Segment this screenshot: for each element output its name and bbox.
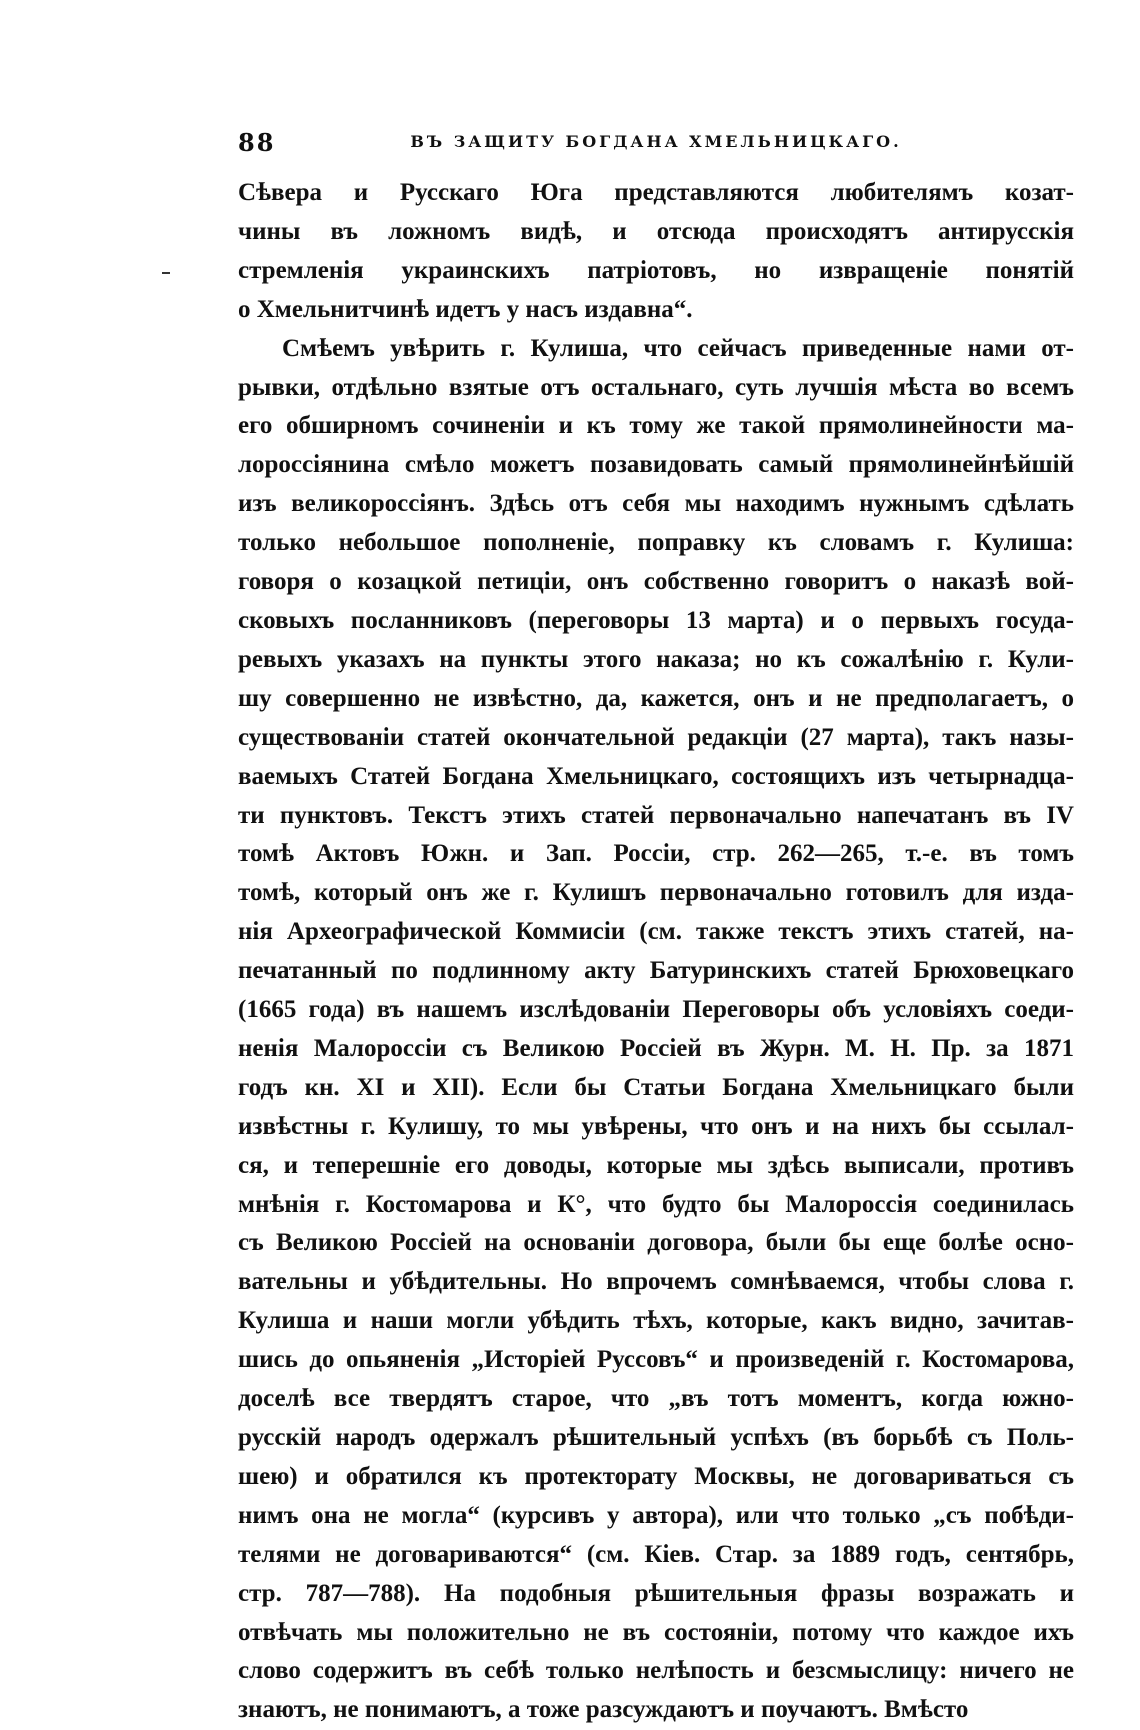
text-line: ти пунктовъ. Текстъ этихъ статей первоначально напечатанъ въ IV — [238, 801, 1074, 829]
text-line: ся, и теперешніе его доводы, которые мы здѣсь выписали, противъ — [238, 1151, 1074, 1179]
text-line: ненія Малороссіи съ Великою Россіей въ Журн. М. Н. Пр. за 1871 — [238, 1034, 1074, 1062]
text-line: нія Археографической Коммисіи (см. также текстъ этихъ статей, на- — [238, 918, 1074, 946]
text-line: Кулиша и наши могли убѣдить тѣхъ, которые, какъ видно, зачитав- — [238, 1307, 1074, 1335]
text-line: существованіи статей окончательной редакціи (27 марта), такъ назы- — [238, 723, 1074, 751]
text-line: Смѣемъ увѣрить г. Кулиша, что сейчасъ приведенные нами от- — [282, 334, 1074, 362]
margin-dash-mark — [162, 272, 170, 274]
text-line: только небольшое пополненіе, поправку къ словамъ г. Кулиша: — [238, 529, 1074, 557]
text-line: стремленія украинскихъ патріотовъ, но извращеніе понятій — [238, 256, 1074, 284]
page-number: 88 — [238, 128, 276, 157]
text-line: говоря о козацкой петиціи, онъ собственно говоритъ о наказѣ вой- — [238, 568, 1074, 596]
text-line: съ Великою Россіей на основаніи договора, были бы еще болѣе осно- — [238, 1229, 1074, 1257]
body-text — [238, 174, 1074, 1730]
text-line: лороссіянина смѣло можетъ позавидовать самый прямолинейнѣйшій — [238, 451, 1074, 479]
text-line: телями не договариваются“ (см. Кіев. Стар. за 1889 годъ, сентябрь, — [238, 1540, 1074, 1568]
text-line: годъ кн. XI и XII). Если бы Статьи Богдана Хмельницкаго были — [238, 1073, 1074, 1101]
text-line: извѣстны г. Кулишу, то мы увѣрены, что онъ и на нихъ бы ссылал- — [238, 1112, 1074, 1140]
text-line: русскій народъ одержалъ рѣшительный успѣхъ (въ борьбѣ съ Поль- — [238, 1424, 1074, 1451]
text-line: ваемыхъ Статей Богдана Хмельницкаго, состоящихъ изъ четырнадца- — [238, 762, 1074, 790]
text-line: томѣ, который онъ же г. Кулишъ первоначально готовилъ для изда- — [238, 879, 1074, 907]
text-line: о Хмельнитчинѣ идетъ у насъ издавна“. — [238, 295, 693, 323]
text-line: печатанный по подлинному акту Батуринскихъ статей Брюховецкаго — [238, 957, 1074, 985]
text-line: рывки, отдѣльно взятые отъ остальнаго, суть лучшія мѣста во всемъ — [238, 373, 1074, 401]
text-line: сковыхъ посланниковъ (переговоры 13 марта) и о первыхъ госуда- — [238, 606, 1074, 634]
text-line: знаютъ, не понимаютъ, а тоже разсуждаютъ и поучаютъ. Вмѣсто — [238, 1696, 969, 1724]
text-line: Сѣвера и Русскаго Юга представляются любителямъ козат- — [238, 179, 1074, 206]
text-line: слово содержитъ въ себѣ только нелѣпость и безсмыслицу: ничего не — [238, 1657, 1074, 1685]
text-line: шись до опьяненія „Исторіей Руссовъ“ и произведеній г. Костомарова, — [238, 1346, 1074, 1374]
text-line: шу совершенно не извѣстно, да, кажется, онъ и не предполагаетъ, о — [238, 684, 1074, 712]
text-line: шею) и обратился къ протекторату Москвы, не договариваться съ — [238, 1462, 1074, 1490]
book-page — [238, 128, 1074, 1730]
running-title: ВЪ ЗАЩИТУ БОГДАНА ХМЕЛЬНИЦКАГО. — [410, 132, 902, 151]
text-line: ревыхъ указахъ на пункты этого наказа; но къ сожалѣнію г. Кули- — [238, 645, 1074, 673]
text-line: нимъ она не могла“ (курсивъ у автора), или что только „съ побѣди- — [238, 1501, 1074, 1529]
text-line: его обширномъ сочиненіи и къ тому же такой прямолинейности ма- — [238, 412, 1074, 440]
text-line: чины въ ложномъ видѣ, и отсюда происходятъ антирусскія — [238, 217, 1074, 245]
text-line: изъ великороссіянъ. Здѣсь отъ себя мы находимъ нужнымъ сдѣлать — [238, 490, 1074, 518]
text-line: доселѣ все твердятъ старое, что „въ тотъ моментъ, когда южно- — [238, 1385, 1074, 1413]
text-line: (1665 года) въ нашемъ изслѣдованіи Переговоры объ условіяхъ соеди- — [238, 996, 1074, 1024]
text-line: мнѣнія г. Костомарова и К°, что будто бы Малороссія соединилась — [238, 1190, 1074, 1218]
text-line: томѣ Актовъ Южн. и Зап. Россіи, стр. 262—265, т.-е. въ томъ — [238, 840, 1074, 868]
running-head — [238, 128, 1074, 168]
text-line: вательны и убѣдительны. Но впрочемъ сомнѣваемся, чтобы слова г. — [238, 1268, 1074, 1296]
text-line: стр. 787—788). На подобныя рѣшительныя фразы возражать и — [238, 1579, 1074, 1607]
text-line: отвѣчать мы положительно не въ состояніи, потому что каждое ихъ — [238, 1618, 1074, 1646]
